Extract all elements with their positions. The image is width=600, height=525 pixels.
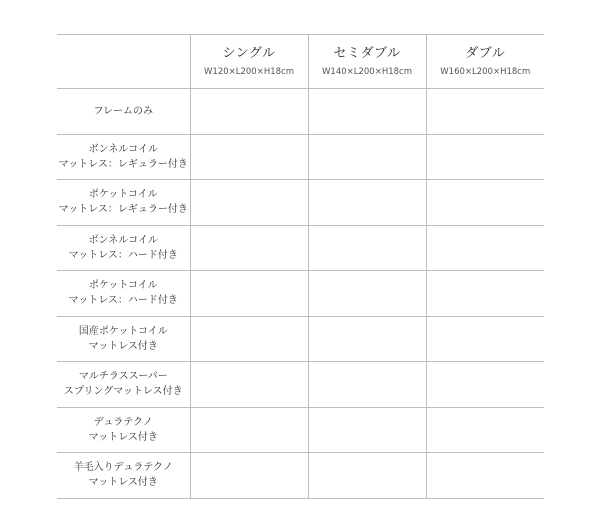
table-cell bbox=[426, 453, 544, 499]
row-label bbox=[57, 271, 190, 317]
row-label bbox=[57, 180, 190, 226]
column-header-single bbox=[190, 35, 308, 89]
table-row bbox=[57, 89, 544, 135]
table-row bbox=[57, 362, 544, 408]
size-dimensions: W140×L200×H18cm bbox=[322, 66, 412, 77]
row-label-line: フレームのみ bbox=[93, 105, 154, 117]
table-cell bbox=[308, 89, 426, 135]
size-name: ダブル bbox=[465, 45, 506, 61]
row-label bbox=[57, 225, 190, 271]
row-label-line: マットレス：レギュラー付き bbox=[58, 204, 188, 216]
table-cell bbox=[426, 134, 544, 180]
table-cell bbox=[190, 407, 308, 453]
table-cell bbox=[308, 407, 426, 453]
corner-cell bbox=[57, 35, 190, 89]
table-cell bbox=[308, 453, 426, 499]
row-label-line: マットレス付き bbox=[88, 477, 158, 489]
table-row bbox=[57, 134, 544, 180]
row-label-line: 羊毛入りデュラテクノ bbox=[73, 462, 173, 474]
row-label-line: ポケットコイル bbox=[88, 280, 158, 292]
table-cell bbox=[426, 407, 544, 453]
row-label-line: 国産ポケットコイル bbox=[78, 325, 168, 337]
row-label-line: デュラテクノ bbox=[93, 416, 153, 428]
table-row bbox=[57, 453, 544, 499]
size-price-table bbox=[57, 34, 544, 499]
table-cell bbox=[190, 271, 308, 317]
table-cell bbox=[426, 180, 544, 226]
row-label-line: ボンネルコイル bbox=[88, 143, 158, 155]
table-cell bbox=[426, 271, 544, 317]
table-row bbox=[57, 271, 544, 317]
size-dimensions: W120×L200×H18cm bbox=[204, 66, 294, 77]
size-name: シングル bbox=[222, 45, 276, 61]
column-header-semi-double bbox=[308, 35, 426, 89]
size-dimensions: W160×L200×H18cm bbox=[440, 66, 531, 77]
table-row bbox=[57, 180, 544, 226]
table-cell bbox=[190, 453, 308, 499]
table-row bbox=[57, 407, 544, 453]
table-cell bbox=[190, 180, 308, 226]
row-label bbox=[57, 407, 190, 453]
table-cell bbox=[308, 225, 426, 271]
table-cell bbox=[308, 180, 426, 226]
table-cell bbox=[190, 89, 308, 135]
table-row bbox=[57, 225, 544, 271]
row-label bbox=[57, 134, 190, 180]
table-row bbox=[57, 316, 544, 362]
table-cell bbox=[308, 316, 426, 362]
header-row bbox=[57, 35, 544, 89]
row-label bbox=[57, 89, 190, 135]
row-label-line: ボンネルコイル bbox=[88, 234, 158, 246]
row-label-line: スプリングマットレス付き bbox=[63, 386, 183, 398]
row-label-line: マットレス付き bbox=[88, 340, 158, 352]
table-cell bbox=[308, 362, 426, 408]
table-cell bbox=[190, 362, 308, 408]
table-cell bbox=[426, 225, 544, 271]
row-label-line: マルチラススーパー bbox=[78, 371, 168, 383]
table-cell bbox=[426, 316, 544, 362]
table-cell bbox=[308, 271, 426, 317]
row-label bbox=[57, 362, 190, 408]
column-header-double bbox=[426, 35, 544, 89]
row-label-line: マットレス：ハード付き bbox=[68, 295, 178, 307]
row-label-line: マットレス：レギュラー付き bbox=[58, 158, 188, 170]
row-label bbox=[57, 453, 190, 499]
row-label-line: ポケットコイル bbox=[88, 189, 158, 201]
table-cell bbox=[190, 134, 308, 180]
row-label-line: マットレス付き bbox=[88, 431, 158, 443]
table-cell bbox=[426, 89, 544, 135]
table-cell bbox=[426, 362, 544, 408]
row-label-line: マットレス：ハード付き bbox=[68, 249, 178, 261]
table-cell bbox=[308, 134, 426, 180]
table-cell bbox=[190, 316, 308, 362]
table-cell bbox=[190, 225, 308, 271]
size-name: セミダブル bbox=[333, 45, 401, 61]
row-label bbox=[57, 316, 190, 362]
